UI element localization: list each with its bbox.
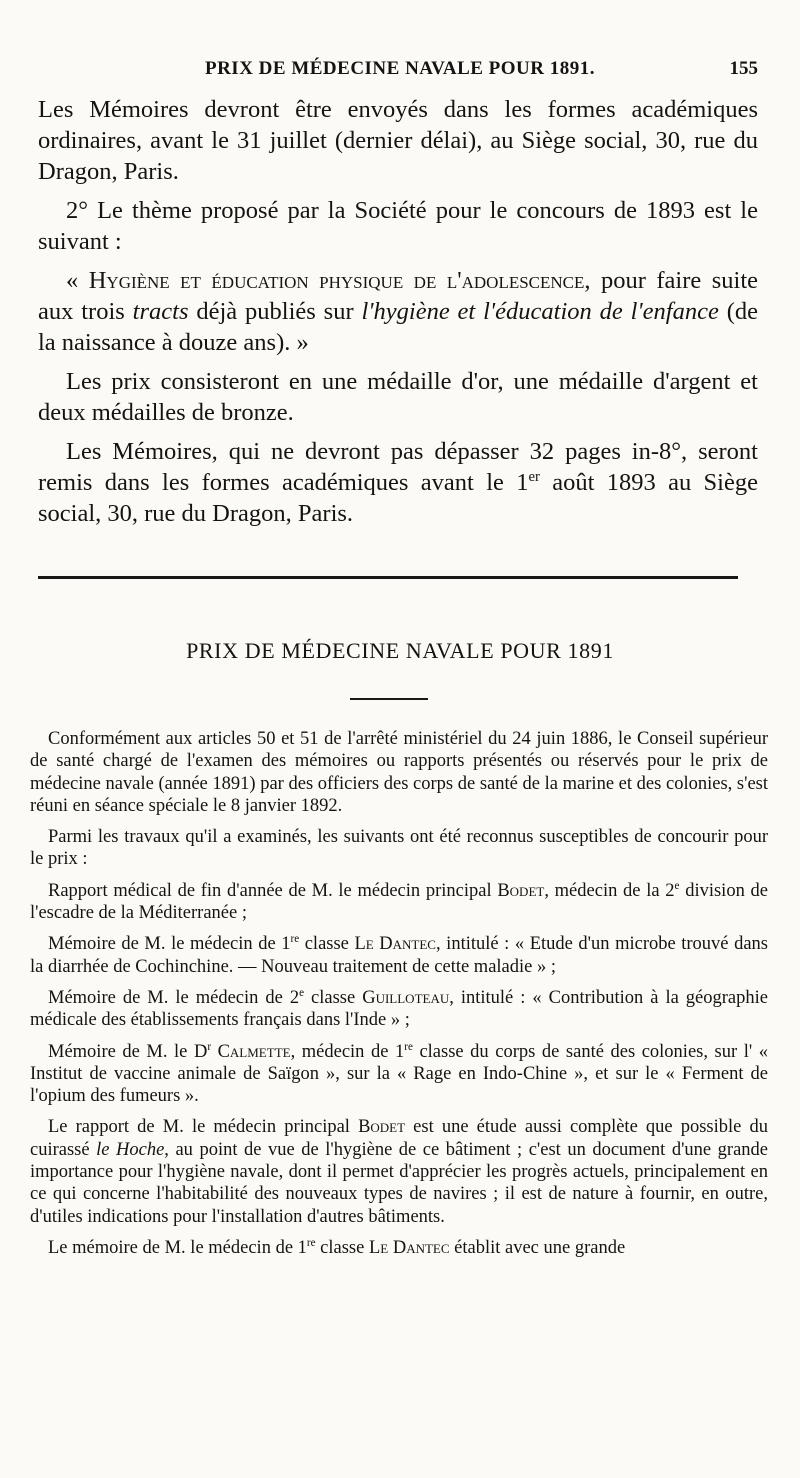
- page-number: 155: [729, 58, 758, 79]
- paragraph-submission-rules: Les Mémoires devront être envoyés dans les formes académiques ordinaires, avant le 31 juillet (dernier délai), au Siège social, 30, rue du Dragon, Paris.: [38, 96, 758, 185]
- running-head-title: PRIX DE MÉDECINE NAVALE POUR 1891.: [204, 58, 595, 79]
- title-underline: [350, 698, 428, 700]
- announcement-block: [38, 94, 758, 537]
- theme-title: Hygiène et éducation physique de l'adolescence: [88, 267, 585, 294]
- paragraph-theme-quote: « Hygiène et éducation physique de l'adolescence, pour faire suite aux trois tracts déjà publiés sur l'hygiène et l'éducation de l'enfance (de la naissance à douze ans). »: [38, 267, 759, 356]
- entry-calmette-memoir: Mémoire de M. le $D^r$ Calmette, médecin de 1re classe du corps de santé des colonies, sur l' « Institut de vaccine animale de Saïgon », sur la « Rage en Indo-Chine », et sur le « Ferment de l'opium des fumeurs ».: [30, 1040, 768, 1107]
- entry-bodet-report: Rapport médical de fin d'année de M. le médecin principal Bodet, médecin de la 2e division de l'escadre de la Méditerranée ;: [30, 879, 768, 924]
- entry-guilloteau-memoir: Mémoire de M. le médecin de 2e classe Guilloteau, intitulé : « Contribution à la géographie médicale des établissements français dans l'Inde » ;: [30, 986, 768, 1031]
- paragraph-bodet-assessment: Le rapport de M. le médecin principal Bodet est une étude aussi complète que possible du cuirassé le Hoche, au point de vue de l'hygiène de ce bâtiment ; c'est un document d'une grande importance pour l'hygiène navale, dont il permet d'apprécier les progrès actuels, principalement en ce qui concerne l'habitabilité des nouveaux types de navires ; il est de nature à fournir, en outre, d'utiles indications pour l'installation d'autres bâtiments.: [30, 1117, 768, 1227]
- paragraph-prizes: Les prix consisteront en une médaille d'or, une médaille d'argent et deux médailles de bronze.: [38, 368, 758, 426]
- paragraph-eligible-works: Parmi les travaux qu'il a examinés, les suivants ont été reconnus susceptibles de concourir pour le prix :: [30, 827, 768, 870]
- paragraph-theme-1893: 2° Le thème proposé par la Société pour le concours de 1893 est le suivant :: [38, 197, 758, 255]
- paragraph-deadline: Les Mémoires, qui ne devront pas dépasser 32 pages in-8°, seront remis dans les formes académiques avant le 1er août 1893 au Siège social, 30, rue du Dragon, Paris.: [38, 438, 758, 527]
- running-head: [36, 58, 764, 86]
- section-title: PRIX DE MÉDECINE NAVALE POUR 1891: [186, 638, 614, 663]
- report-body: [30, 728, 768, 1268]
- paragraph-le-dantec-assessment: Le mémoire de M. le médecin de 1re classe Le Dantec établit avec une grande: [48, 1236, 626, 1258]
- paragraph-council-meeting: Conformément aux articles 50 et 51 de l'arrêté ministériel du 24 juin 1886, le Conseil supérieur de santé chargé de l'examen des mémoires ou rapports présentés ou réservés pour le prix de médecine navale (année 1891) par des officiers des corps de santé de la marine et des colonies, s'est réuni en séance spéciale le 8 janvier 1892.: [30, 729, 768, 816]
- entry-le-dantec-memoir: Mémoire de M. le médecin de 1re classe Le Dantec, intitulé : « Etude d'un microbe trouvé dans la diarrhée de Cochinchine. — Nouveau traitement de cette maladie » ;: [30, 933, 769, 977]
- section-divider: [38, 576, 738, 579]
